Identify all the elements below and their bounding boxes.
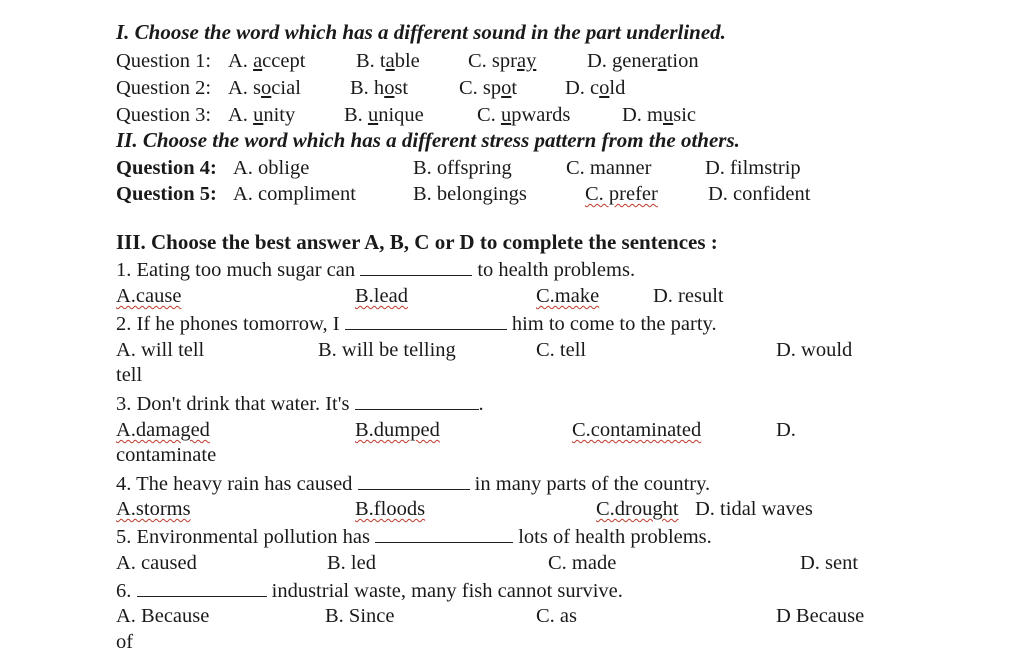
option-d-continued: contaminate <box>116 444 217 466</box>
section-1-title: I. Choose the word which has a different sound in the part underlined. <box>116 20 726 44</box>
option-3c: C. upwards <box>477 104 571 126</box>
option-d: D. <box>776 419 796 441</box>
sentence-5: 5. Environmental pollution has lots of health problems. <box>116 526 712 548</box>
option-4c: C. manner <box>566 157 652 179</box>
option-5a: A. compliment <box>233 183 356 205</box>
option-5c: C. prefer <box>585 183 658 205</box>
option-c: C.make <box>536 285 600 307</box>
option-b: B. led <box>327 552 376 574</box>
sentence-1: 1. Eating too much sugar can to health problems. <box>116 259 636 281</box>
sentence-2: 2. If he phones tomorrow, I him to come to the party. <box>116 313 717 335</box>
question-label: Question 2: <box>116 77 212 99</box>
option-1d: D. generation <box>587 50 699 72</box>
answer-blank <box>345 311 507 330</box>
option-4d: D. filmstrip <box>705 157 801 179</box>
option-3b: B. unique <box>344 104 424 126</box>
option-d: D. tidal waves <box>695 498 813 520</box>
option-d-continued: tell <box>116 364 143 386</box>
question-label: Question 3: <box>116 104 212 126</box>
option-b: B. Since <box>325 605 395 627</box>
answer-blank <box>137 578 267 597</box>
option-d: D Because <box>776 605 865 627</box>
option-4b: B. offspring <box>413 157 512 179</box>
option-1c: C. spray <box>468 50 537 72</box>
option-b: B.lead <box>355 285 408 307</box>
answer-blank <box>358 471 470 490</box>
section-2-title: II. Choose the word which has a different stress pattern from the others. <box>116 128 740 152</box>
option-a: A. will tell <box>116 339 205 361</box>
option-2d: D. cold <box>565 77 626 99</box>
option-1b: B. table <box>356 50 420 72</box>
answer-blank <box>360 257 472 276</box>
option-b: B.floods <box>355 498 426 520</box>
option-c: C.drought <box>596 498 679 520</box>
option-d: D. would <box>776 339 853 361</box>
sentence-4: 4. The heavy rain has caused in many parts of the country. <box>116 473 711 495</box>
option-a: A.cause <box>116 285 182 307</box>
option-c: C. made <box>548 552 617 574</box>
option-3d: D. music <box>622 104 697 126</box>
answer-blank <box>375 524 513 543</box>
option-2b: B. host <box>350 77 409 99</box>
option-a: A.storms <box>116 498 191 520</box>
option-d: D. result <box>653 285 724 307</box>
option-1a: A. accept <box>228 50 306 72</box>
section-3-title: III. Choose the best answer A, B, C or D to complete the sentences : <box>116 230 718 254</box>
option-3a: A. unity <box>228 104 296 126</box>
option-c: C. tell <box>536 339 587 361</box>
sentence-3: 3. Don't drink that water. It's . <box>116 393 484 415</box>
option-2c: C. spot <box>459 77 518 99</box>
option-d: D. sent <box>800 552 859 574</box>
option-a: A. caused <box>116 552 197 574</box>
option-b: B. will be telling <box>318 339 456 361</box>
option-c: C. as <box>536 605 577 627</box>
option-a: A.damaged <box>116 419 210 441</box>
answer-blank <box>355 391 479 410</box>
option-4a: A. oblige <box>233 157 310 179</box>
option-d-continued: of <box>116 631 134 653</box>
option-a: A. Because <box>116 605 210 627</box>
option-5d: D. confident <box>708 183 811 205</box>
question-label: Question 4: <box>116 157 217 179</box>
sentence-6: 6. industrial waste, many fish cannot survive. <box>116 580 623 602</box>
option-2a: A. social <box>228 77 301 99</box>
option-c: C.contaminated <box>572 419 702 441</box>
question-label: Question 1: <box>116 50 212 72</box>
option-b: B.dumped <box>355 419 440 441</box>
option-5b: B. belongings <box>413 183 527 205</box>
question-label: Question 5: <box>116 183 217 205</box>
